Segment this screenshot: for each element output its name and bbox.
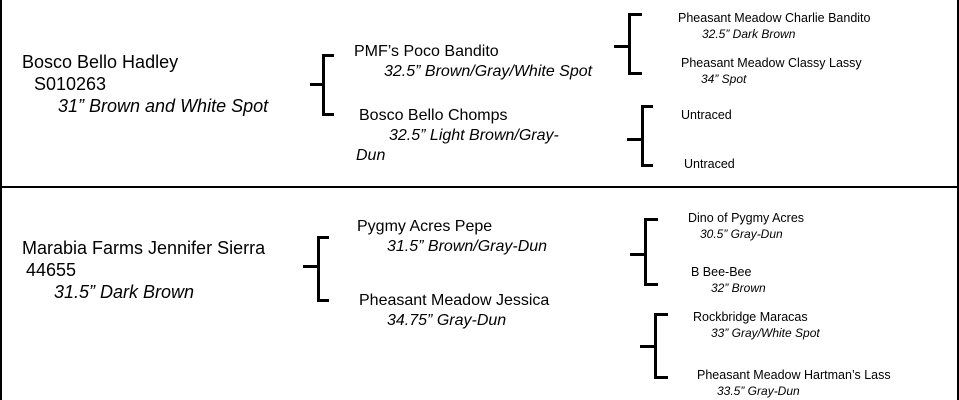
- dam-2: [359, 291, 549, 331]
- subject-2-reg: 44655: [26, 260, 77, 280]
- ancestor-4-name: Untraced: [684, 157, 735, 171]
- section-divider: [2, 186, 957, 188]
- dam-2-name: Pheasant Meadow Jessica: [359, 292, 550, 309]
- sire-2-desc: 31.5” Brown/Gray-Dun: [387, 238, 548, 255]
- subject-1-reg: S010263: [34, 74, 107, 94]
- sire-2-bracket: [644, 218, 658, 286]
- subject-1-bracket: [322, 54, 334, 116]
- sire-2: [357, 217, 547, 257]
- sire-1-bracket: [628, 13, 642, 75]
- dam-1-name: Bosco Bello Chomps: [359, 107, 508, 124]
- subject-1-desc: 31” Brown and White Spot: [58, 96, 269, 116]
- dam-2-bracket: [654, 313, 668, 379]
- ancestor-5: [688, 210, 804, 242]
- sire-2-name: Pygmy Acres Pepe: [357, 218, 493, 235]
- subject-1: [22, 51, 268, 117]
- ancestor-5-desc: 30.5” Gray-Dun: [700, 227, 783, 241]
- ancestor-7: [693, 309, 820, 341]
- subject-1-name: Bosco Bello Hadley: [22, 52, 179, 72]
- dam-1: [356, 106, 559, 166]
- ancestor-7-desc: 33” Gray/White Spot: [711, 326, 820, 340]
- ancestor-3: [681, 107, 732, 123]
- sire-1-name: PMF’s Poco Bandito: [354, 43, 499, 60]
- ancestor-8-name: Pheasant Meadow Hartman’s Lass: [697, 368, 891, 382]
- ancestor-2-name: Pheasant Meadow Classy Lassy: [681, 56, 862, 70]
- ancestor-8: [697, 367, 891, 399]
- ancestor-1: [678, 10, 870, 42]
- dam-1-bracket: [641, 105, 653, 167]
- dam-2-desc: 34.75” Gray-Dun: [387, 312, 507, 329]
- ancestor-1-name: Pheasant Meadow Charlie Bandito: [678, 11, 871, 25]
- ancestor-6-name: B Bee-Bee: [691, 265, 752, 279]
- ancestor-2-desc: 34” Spot: [701, 72, 747, 86]
- ancestor-7-name: Rockbridge Maracas: [693, 310, 808, 324]
- ancestor-3-name: Untraced: [681, 108, 732, 122]
- subject-2-bracket: [317, 236, 329, 302]
- dam-1-desc-line2: Dun: [356, 147, 386, 164]
- ancestor-2: [681, 55, 862, 87]
- dam-1-desc-line1: 32.5” Light Brown/Gray-: [389, 127, 559, 144]
- sire-1-desc: 32.5” Brown/Gray/White Spot: [384, 63, 593, 80]
- ancestor-8-desc: 33.5” Gray-Dun: [717, 384, 800, 398]
- ancestor-1-desc: 32.5” Dark Brown: [702, 27, 796, 41]
- ancestor-6: [691, 264, 766, 296]
- ancestor-4: [684, 156, 735, 172]
- ancestor-5-name: Dino of Pygmy Acres: [688, 211, 805, 225]
- subject-2-desc: 31.5” Dark Brown: [54, 282, 195, 302]
- subject-2-name: Marabia Farms Jennifer Sierra: [22, 238, 266, 258]
- subject-2: [22, 237, 265, 303]
- ancestor-6-desc: 32” Brown: [711, 281, 766, 295]
- sire-1: [354, 42, 592, 82]
